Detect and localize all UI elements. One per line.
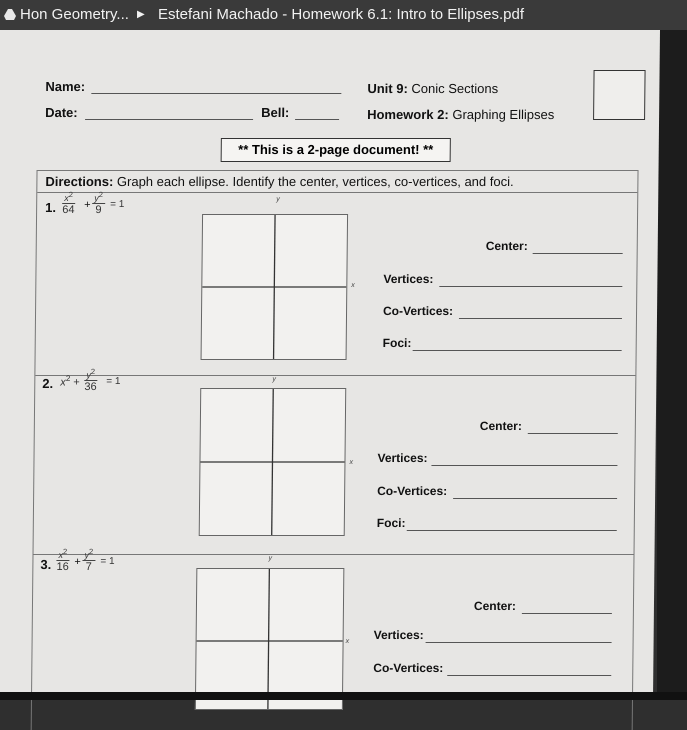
name-field[interactable] [91,93,341,94]
vertices-answer[interactable] [439,286,622,287]
name-label: Name: [45,79,86,94]
coordinate-grid[interactable] [201,214,349,360]
grid-lines [196,569,343,709]
viewer-toolbar [0,0,687,30]
vertices-label: Vertices: [377,451,428,465]
problem-number: 3. [40,557,52,572]
center-answer[interactable] [522,613,612,614]
covertices-label: Co-Vertices: [373,661,444,675]
directions-divider [37,192,637,193]
equation-rhs: = 1 [106,376,121,387]
covertices-answer[interactable] [447,675,611,676]
plus-sign: + [84,199,91,211]
vertices-answer[interactable] [426,642,612,643]
score-box [593,70,646,120]
coordinate-grid[interactable] [195,568,344,710]
grid-lines [200,389,346,535]
center-label: Center: [479,419,522,433]
viewer-background [657,30,687,700]
fraction: $y^2$ 9 [92,190,105,216]
grid-lines [202,215,348,359]
drive-icon [4,9,16,20]
equation-rhs: = 1 [110,199,125,210]
fraction: $x^2$ 16 [56,547,69,573]
center-label: Center: [473,599,517,613]
center-answer[interactable] [528,433,618,434]
center-answer[interactable] [533,253,623,254]
x-axis-label: x [349,459,354,466]
y-axis-label: y [276,196,280,203]
bell-label: Bell: [261,105,290,120]
foci-label: Foci: [376,516,406,530]
unit-heading: Unit 9: Conic Sections [367,81,499,96]
notice-banner: ** This is a 2-page document! ** [221,138,451,162]
date-label: Date: [45,105,78,120]
vertices-label: Vertices: [383,272,434,286]
covertices-answer[interactable] [459,318,622,319]
problem-number: 2. [42,376,54,391]
foci-answer[interactable] [413,350,622,351]
viewer-bottom-edge [0,692,687,700]
row-divider-2 [34,554,634,555]
chevron-right-icon: ▶ [137,9,145,20]
foci-label: Foci: [382,336,412,350]
covertices-label: Co-Vertices: [377,484,448,498]
table-top-border [38,170,638,171]
homework-heading: Homework 2: Graphing Ellipses [367,107,555,122]
y-axis-label: y [268,555,273,562]
term-x-squared: $x^2$ + [60,374,80,389]
y-axis-label: y [272,376,276,383]
bell-field[interactable] [295,119,339,120]
row-divider-1 [35,375,635,376]
problem-number: 1. [45,200,57,215]
x-axis-label: x [345,638,350,645]
file-title: Estefani Machado - Homework 6.1: Intro to Ellipses.pdf [158,6,525,23]
breadcrumb-parent[interactable]: Hon Geometry... [20,6,129,23]
foci-answer[interactable] [407,530,617,531]
plus-sign: + [74,556,81,568]
equation-rhs: = 1 [100,556,115,567]
fraction: $y^2$ 36 [84,367,97,393]
x-axis-label: x [351,282,355,289]
covertices-answer[interactable] [453,498,617,499]
directions: Directions: Graph each ellipse. Identify the center, vertices, co-vertices, and foci. [45,174,514,189]
date-field[interactable] [85,119,253,120]
fraction: $y^2$ 7 [82,547,95,573]
coordinate-grid[interactable] [199,388,347,536]
fraction: $x^2$ 64 [62,190,75,216]
center-label: Center: [485,239,528,253]
vertices-answer[interactable] [431,465,617,466]
document-page [0,30,660,700]
vertices-label: Vertices: [373,628,424,642]
covertices-label: Co-Vertices: [382,304,454,318]
